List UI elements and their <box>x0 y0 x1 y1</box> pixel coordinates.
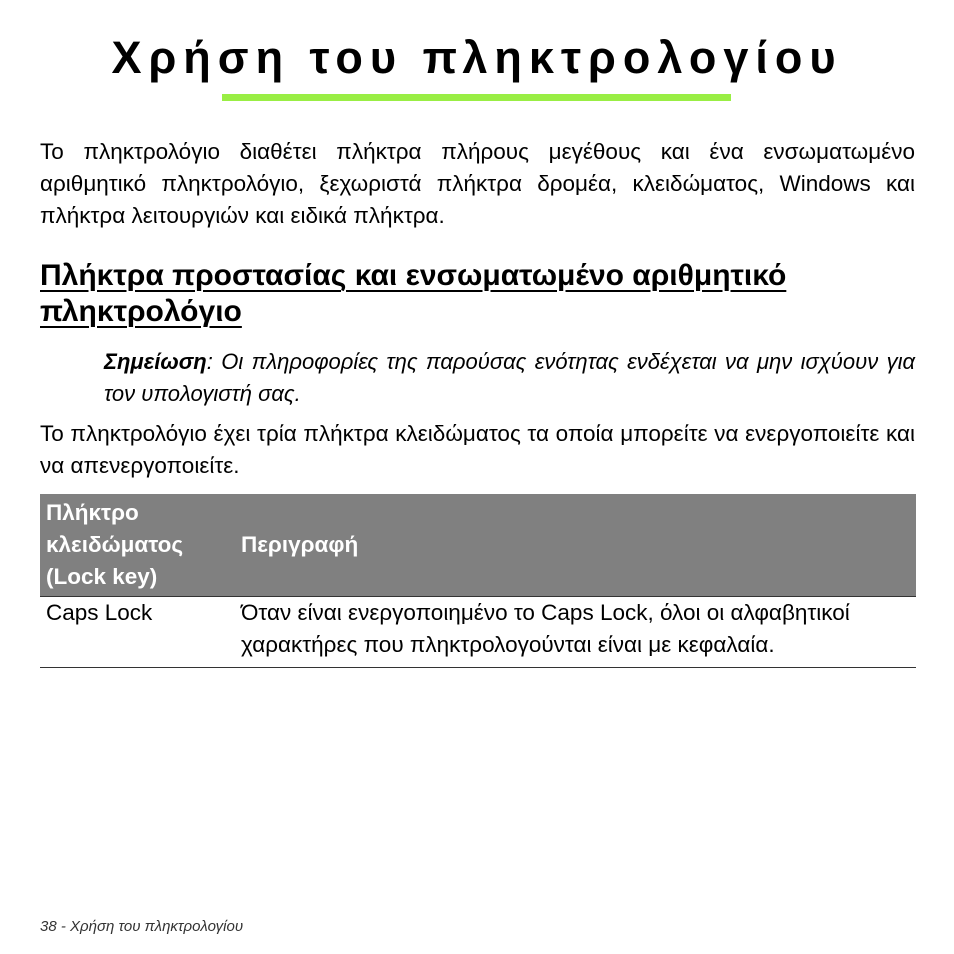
page-title: Χρήση του πληκτρολογίου <box>111 32 843 83</box>
title-underline <box>222 94 731 101</box>
lock-keys-paragraph: Το πληκτρολόγιο έχει τρία πλήκτρα κλειδώματος τα οποία μπορείτε να ενεργοποιείτε και να απενεργοποιείτε. <box>40 421 915 478</box>
table-row <box>40 597 916 668</box>
table-header-row <box>40 494 916 597</box>
page-footer: 38 - Χρήση του πληκτρολογίου <box>40 918 244 935</box>
intro-paragraph: Το πληκτρολόγιο διαθέτει πλήκτρα πλήρους μεγέθους και ένα ενσωματωμένο αριθμητικό πληκτρολόγιο, ξεχωριστά πλήκτρα δρομέα, κλειδώματος, Windows και πλήκτρα λειτουργιών και ειδικά πλήκτρα. <box>40 139 915 228</box>
note-label: Σημείωση <box>104 349 207 374</box>
section-heading-text: Πλήκτρα προστασίας και ενσωματωμένο αριθμητικό πληκτρολόγιο <box>40 259 787 328</box>
section-heading <box>40 258 800 330</box>
table-cell-key: Caps Lock <box>40 597 235 668</box>
table-header-lock-key <box>40 494 235 597</box>
table-header-description: Περιγραφή <box>235 494 916 597</box>
note <box>104 346 915 410</box>
lock-keys-table <box>40 494 916 668</box>
table-cell-description: Όταν είναι ενεργοποιημένο το Caps Lock, όλοι οι αλφαβητικοί χαρακτήρες που πληκτρολογούνται είναι με κεφαλαία. <box>235 597 916 668</box>
header-key-line: (Lock key) <box>46 564 158 589</box>
header-key-line: κλειδώματος <box>46 532 184 557</box>
note-text: : Οι πληροφορίες της παρούσας ενότητας ενδέχεται να μην ισχύουν για τον υπολογιστή σας. <box>104 349 915 406</box>
header-key-line: Πλήκτρο <box>46 500 139 525</box>
